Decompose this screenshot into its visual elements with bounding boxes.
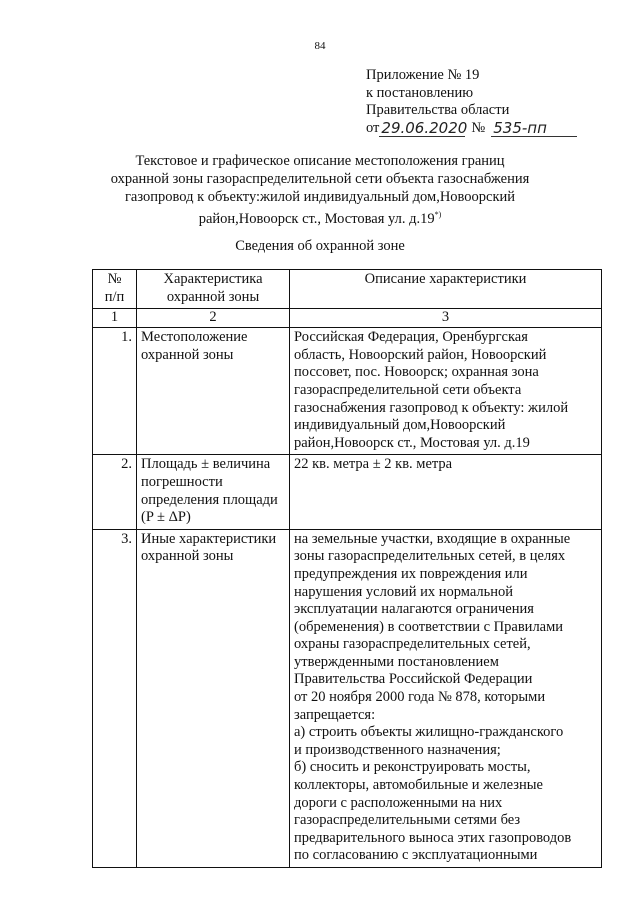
header-number: № п/п: [93, 270, 137, 309]
row-number: 1.: [93, 328, 137, 455]
handwritten-date: 29.06.2020: [381, 119, 468, 137]
table-header-row: [93, 270, 602, 309]
header-characteristic: Характеристика охранной зоны: [137, 270, 290, 309]
section-title: Сведения об охранной зоне: [235, 238, 405, 254]
row-number: 3.: [93, 529, 137, 867]
header-description: Описание характеристики: [290, 270, 602, 309]
table-index-row: [93, 309, 602, 328]
row-characteristic: Иные характеристики охранной зоны: [137, 529, 290, 867]
title-line-1: Текстовое и графическое описание местоположения границ: [135, 153, 505, 169]
table-row: [93, 328, 602, 455]
page-number: 84: [314, 40, 326, 52]
row-description: Российская Федерация, Оренбургская область, Новоорский район, Новоорский поссовет, пос. Новоорск; охранная зона газораспределительной сети объекта газоснабжения газопровод к объекту: жилой индивидуальный дом,Новоорский район,Новоорск ст., Мостовая ул. д.19: [290, 328, 602, 455]
number-sign: №: [471, 119, 486, 136]
appendix-resolution-ref: к постановлению: [366, 84, 474, 101]
row-description: на земельные участки, входящие в охранные зоны газораспределительных сетей, в целях предупреждения их повреждения или нарушения условий их нормальной эксплуатации налагаются ограничения (обременения) в соответствии с Правилами охраны газораспределительных сетей, утвержденными постановлением Правительства Российской Федерации от 20 ноября 2000 года № 878, которыми запрещается: а) строить объекты жилищно-гражданского и производственного назначения; б) сносить и реконструировать мосты, коллекторы, автомобильные и железные дороги с расположенными на них газораспределительными сетями без предварительного выноса этих газопроводов по согласованию с эксплуатационными: [290, 529, 602, 867]
title-line-2: охранной зоны газораспределительной сети объекта газоснабжения: [110, 171, 530, 187]
index-cell-3: 3: [290, 309, 602, 328]
index-cell-2: 2: [137, 309, 290, 328]
row-characteristic: Площадь ± величина погрешности определения площади (P ± ΔP): [137, 455, 290, 529]
row-characteristic: Местоположение охранной зоны: [137, 328, 290, 455]
document-title: [0, 152, 640, 228]
title-line-4: [0, 206, 640, 228]
table-row: [93, 455, 602, 529]
title-line-4-text: район,Новоорск ст., Мостовая ул. д.19: [198, 210, 435, 227]
index-cell-1: 1: [93, 309, 137, 328]
date-prefix: от: [366, 119, 380, 136]
footnote-mark: *): [434, 210, 442, 219]
appendix-number: Приложение № 19: [366, 67, 480, 83]
title-line-3: газопровод к объекту:жилой индивидуальный дом,Новоорский: [124, 189, 516, 205]
appendix-date-number: [366, 120, 577, 138]
table-row: [93, 529, 602, 867]
row-description: 22 кв. метра ± 2 кв. метра: [290, 455, 602, 529]
handwritten-number: 535-пп: [491, 121, 577, 137]
row-number: 2.: [93, 455, 137, 529]
zone-info-table: [92, 269, 602, 868]
appendix-block: [366, 67, 577, 137]
appendix-government: Правительства области: [366, 102, 510, 118]
